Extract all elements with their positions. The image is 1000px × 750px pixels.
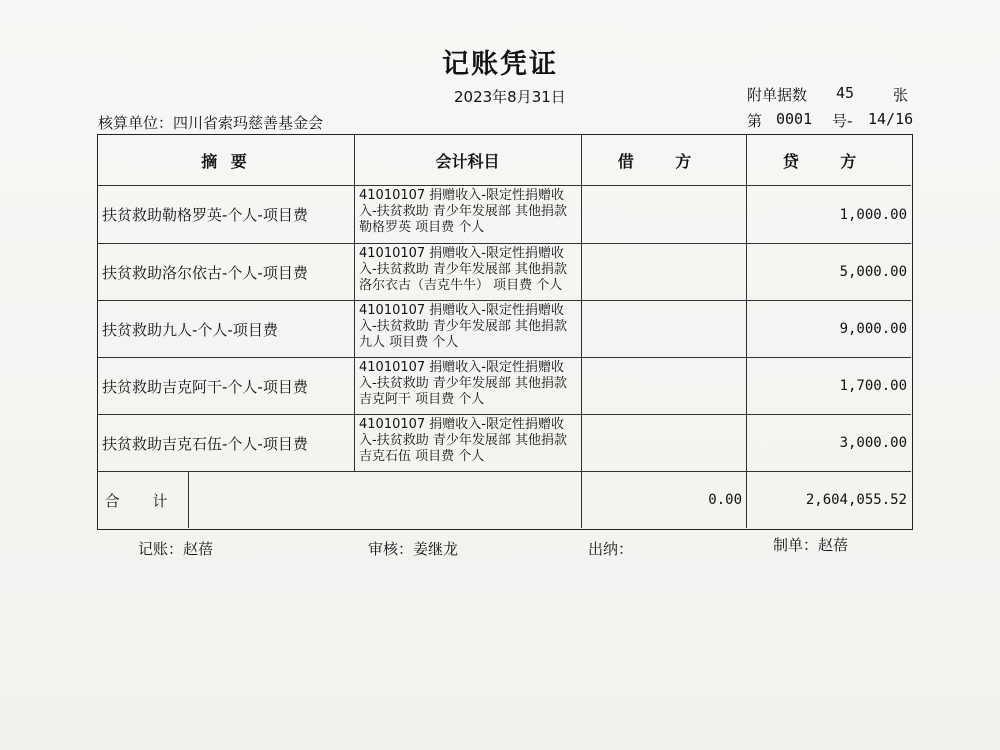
- row-summary: 扶贫救助吉克阿干-个人-项目费: [102, 377, 308, 396]
- row-account: 41010107 捐赠收入-限定性捐赠收入-扶贫救助 青少年发展部 其他捐款 吉克阿干 项目费 个人: [359, 360, 567, 407]
- row-summary: 扶贫救助吉克石伍-个人-项目费: [102, 434, 308, 453]
- row-debit: [582, 415, 746, 471]
- attachment-count-label: 附单据数: [747, 86, 808, 104]
- row-debit: [582, 301, 746, 357]
- voucher-number-suffix: 号-: [832, 112, 853, 130]
- row-debit: [582, 244, 746, 300]
- total-label: 合 计: [104, 491, 182, 510]
- cashier-label: 出纳：: [588, 540, 634, 558]
- bookkeeper-name: 赵蓓: [183, 540, 214, 558]
- row-account: 41010107 捐赠收入-限定性捐赠收入-扶贫救助 青少年发展部 其他捐款 洛尔衣古（吉克牛牛） 项目费 个人: [359, 246, 567, 293]
- accounting-unit-label: 核算单位：: [98, 114, 174, 132]
- reviewer-name: 姜继龙: [413, 540, 459, 558]
- attachment-count-unit: 张: [893, 86, 909, 104]
- bookkeeper-signature: [138, 538, 213, 559]
- row-summary: 扶贫救助洛尔依古-个人-项目费: [102, 263, 308, 282]
- row-debit: [582, 358, 746, 414]
- column-divider: [188, 471, 189, 528]
- row-credit: 1,000.00: [839, 206, 907, 223]
- preparer-name: 赵蓓: [818, 536, 849, 554]
- attachment-count: 45: [836, 84, 855, 102]
- voucher-table: [97, 134, 913, 530]
- voucher-date: 2023年8月31日: [454, 88, 566, 106]
- row-debit: [582, 186, 746, 243]
- row-credit: 9,000.00: [839, 321, 907, 337]
- row-summary: 扶贫救助勒格罗英-个人-项目费: [102, 206, 308, 224]
- header-debit: 借 方: [617, 151, 710, 171]
- row-credit: 5,000.00: [839, 264, 907, 280]
- voucher-page: 14/16: [868, 110, 914, 128]
- accounting-unit-name: 四川省索玛慈善基金会: [173, 114, 324, 132]
- preparer-label: 制单：: [773, 536, 819, 554]
- accounting-unit: [98, 112, 323, 133]
- header-account: 会计科目: [435, 151, 500, 171]
- preparer-signature: [773, 534, 848, 555]
- voucher-number: 0001: [776, 110, 813, 128]
- header-credit: 贷 方: [782, 151, 875, 171]
- cashier-signature: [588, 538, 633, 559]
- header-summary: 摘 要: [201, 151, 251, 171]
- row-credit: 3,000.00: [839, 435, 907, 451]
- row-account: 41010107 捐赠收入-限定性捐赠收入-扶贫救助 青少年发展部 其他捐款 九人 项目费 个人: [359, 303, 567, 350]
- voucher-title: 记账凭证: [442, 49, 558, 80]
- reviewer-label: 审核：: [368, 540, 414, 558]
- reviewer-signature: [368, 538, 458, 559]
- total-credit: 2,604,055.52: [805, 492, 907, 508]
- row-credit: 1,700.00: [839, 378, 907, 394]
- bookkeeper-label: 记账：: [138, 540, 184, 558]
- row-account: 41010107 捐赠收入-限定性捐赠收入-扶贫救助 青少年发展部 其他捐款 勒格罗英 项目费 个人: [359, 188, 567, 235]
- voucher-number-label: 第: [747, 112, 763, 130]
- row-account: 41010107 捐赠收入-限定性捐赠收入-扶贫救助 青少年发展部 其他捐款 吉克石伍 项目费 个人: [359, 417, 567, 464]
- row-summary: 扶贫救助九人-个人-项目费: [102, 320, 278, 339]
- total-debit: 0.00: [708, 492, 742, 508]
